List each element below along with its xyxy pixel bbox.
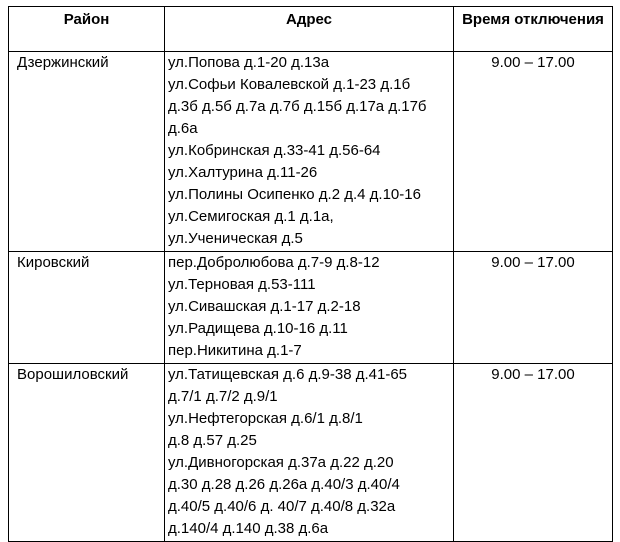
time-cell: 9.00 – 17.00 bbox=[454, 364, 613, 542]
address-line: ул.Халтурина д.11-26 bbox=[168, 164, 318, 181]
header-address: Адрес bbox=[165, 7, 454, 52]
address-line: ул.Татищевская д.6 д.9-38 д.41-65 bbox=[168, 366, 408, 383]
table-header-row bbox=[9, 7, 613, 52]
address-line: д.40/5 д.40/6 д. 40/7 д.40/8 д.32а bbox=[168, 498, 396, 515]
table-row bbox=[9, 252, 613, 364]
address-line: ул.Семигоская д.1 д.1а, bbox=[168, 208, 334, 225]
address-cell bbox=[165, 52, 454, 252]
address-line: ул.Терновая д.53-111 bbox=[168, 276, 316, 293]
address-line: ул.Дивногорская д.37а д.22 д.20 bbox=[168, 454, 394, 471]
address-line: ул.Полины Осипенко д.2 д.4 д.10-16 bbox=[168, 186, 421, 203]
table-row bbox=[9, 52, 613, 252]
address-line: ул.Ученическая д.5 bbox=[168, 230, 303, 247]
address-line: ул.Радищева д.10-16 д.11 bbox=[168, 320, 348, 337]
address-line: пер.Никитина д.1-7 bbox=[168, 342, 302, 359]
address-line: д.8 д.57 д.25 bbox=[168, 432, 257, 449]
address-line: д.30 д.28 д.26 д.26а д.40/3 д.40/4 bbox=[168, 476, 400, 493]
outage-schedule-table bbox=[8, 6, 613, 542]
address-line: ул.Кобринская д.33-41 д.56-64 bbox=[168, 142, 381, 159]
address-line: д.3б д.5б д.7а д.7б д.15б д.17а д.17б bbox=[168, 98, 427, 115]
header-time: Время отключения bbox=[454, 7, 613, 52]
address-line: ул.Софьи Ковалевской д.1-23 д.1б bbox=[168, 76, 411, 93]
address-line: д.140/4 д.140 д.38 д.6а bbox=[168, 520, 329, 537]
address-line: д.6а bbox=[168, 120, 198, 137]
address-line: д.7/1 д.7/2 д.9/1 bbox=[168, 388, 278, 405]
district-cell: Кировский bbox=[9, 252, 165, 364]
district-cell: Дзержинский bbox=[9, 52, 165, 252]
table-row bbox=[9, 364, 613, 542]
address-line: пер.Добролюбова д.7-9 д.8-12 bbox=[168, 254, 380, 271]
address-line: ул.Попова д.1-20 д.13а bbox=[168, 54, 330, 71]
district-cell: Ворошиловский bbox=[9, 364, 165, 542]
address-cell bbox=[165, 252, 454, 364]
time-cell: 9.00 – 17.00 bbox=[454, 52, 613, 252]
address-cell bbox=[165, 364, 454, 542]
time-cell: 9.00 – 17.00 bbox=[454, 252, 613, 364]
header-district: Район bbox=[9, 7, 165, 52]
address-line: ул.Сивашская д.1-17 д.2-18 bbox=[168, 298, 361, 315]
address-line: ул.Нефтегорская д.6/1 д.8/1 bbox=[168, 410, 363, 427]
